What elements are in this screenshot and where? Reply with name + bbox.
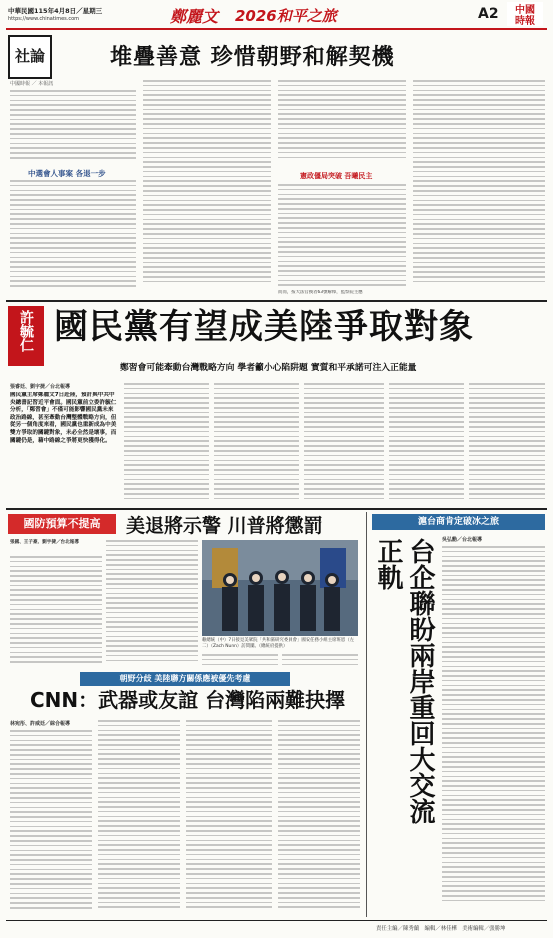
- crossstrait-banner: [372, 514, 545, 530]
- budget-col3-text: [202, 654, 278, 668]
- editorial-col1b-text: [10, 180, 136, 292]
- cnn-headline: CNN：武器或友誼 台灣陷兩難抉擇: [30, 688, 346, 712]
- commentary-badge: [8, 306, 44, 366]
- budget-col1-text: [10, 556, 102, 666]
- budget-col2-text: [106, 540, 198, 666]
- editorial-col2-text: [143, 80, 271, 290]
- cnn-banner-text: 朝野分歧 美陸聯方關係應被優先考慮: [119, 674, 251, 683]
- crossstrait-byline: 吳弘勳／台北報導: [442, 537, 483, 543]
- commentary-deck: 鄭習會可能牽動台灣戰略方向 學者籲小心陷阱題 實質和平承諾可注入正能量: [120, 363, 417, 373]
- editorial-byline: 中國時報 ／ 本報訊: [10, 81, 54, 87]
- column-title: 2026和平之旅: [235, 7, 337, 25]
- section-rule-1: [6, 300, 547, 302]
- footer-credits: 責任主編／陳秀蘭 編輯／林佳樺 美術編輯／張勝坤: [376, 926, 506, 932]
- masthead-date: 中華民國115年4月8日／星期三: [8, 7, 103, 15]
- masthead-url[interactable]: https://www.chinatimes.com: [8, 16, 80, 22]
- budget-caption: 賴總統（中）7日接見美眾院「共和黨研究委員會」國安任務小組主席班恩（左二）（Zach Nunn）訪問團。（總統府提供）: [202, 638, 355, 649]
- budget-byline: 張國、王子豪、劉宇捷／台北報導: [10, 540, 79, 545]
- editorial-col1-text: [10, 90, 136, 162]
- editorial-col4-text: [413, 80, 545, 290]
- commentary-col2-text: [124, 383, 209, 503]
- cnn-banner: [80, 672, 290, 686]
- crossstrait-headline-text: 台企聯盼兩岸重回大交流正軌: [373, 538, 435, 824]
- cnn-col1-text: [10, 730, 92, 915]
- editorial-subhead: 中選會人事案 各退一步: [28, 169, 106, 178]
- cnn-byline: 林宛彤、許威廷／綜合報導: [10, 721, 71, 727]
- photo-image: [202, 540, 358, 636]
- budget-photo: [202, 540, 358, 636]
- budget-banner: [8, 514, 116, 534]
- editorial-badge: [8, 35, 52, 79]
- commentary-badge-text: 許毓仁: [18, 310, 34, 352]
- editorial-signoff: 憲政僵局突破 吾曦民主: [300, 172, 373, 180]
- commentary-col4-text: [304, 383, 384, 503]
- editorial-badge-text: 社論: [14, 47, 45, 65]
- column-divider: [366, 512, 367, 917]
- editorial-end-note: 而而，按大法官換者63號解釋，監察院主應: [278, 290, 363, 295]
- section-rule-2: [6, 508, 547, 510]
- commentary-byline: 張睿廷、劉宇捷／台北報導: [10, 384, 71, 390]
- crossstrait-banner-text: 滬台商肯定破冰之旅: [417, 517, 499, 527]
- budget-headline: 美退將示警 川普將懲罰: [126, 515, 323, 537]
- svg-text:中國: 中國: [515, 5, 535, 16]
- commentary-col3-text: [214, 383, 299, 503]
- cnn-col2-text: [98, 720, 180, 915]
- page-number: A2: [478, 6, 499, 22]
- editorial-col3-text: [278, 80, 406, 164]
- logo-icon: [507, 2, 543, 26]
- footer-rule: [6, 920, 547, 921]
- commentary-col5-text: [389, 383, 464, 503]
- commentary-headline: 國民黨有望成美陸爭取對象: [54, 307, 474, 347]
- newspaper-logo: [507, 2, 543, 26]
- budget-col4-text: [282, 654, 358, 668]
- commentary-col6-text: [469, 383, 545, 503]
- editorial-col3b-text: [278, 184, 406, 290]
- cnn-col4-text: [278, 720, 360, 915]
- editorial-headline: 堆疊善意 珍惜朝野和解契機: [110, 45, 395, 70]
- crossstrait-text: [442, 546, 545, 916]
- crossstrait-vertical-headline: [372, 538, 436, 838]
- svg-text:時報: 時報: [515, 16, 535, 26]
- cnn-col3-text: [186, 720, 272, 915]
- commentary-lead: 國民黨主席鄭麗文7日赴陸，預計與中共中央總書記習近平會面。國民黨前立委許毓仁分析，「鄭習會」不僅可能影響國民黨未來政治路線，甚至牽動台灣整體戰略方向，但從另一個角度來看，國民黨也重新成為中美雙方爭取的關鍵對象，未必全然是壞事，而關鍵仍是，藉中路線之爭將更快獲得化。: [10, 392, 117, 444]
- budget-banner-text: 國防預算不提高: [23, 517, 101, 530]
- column-name: 鄭麗文: [170, 7, 219, 26]
- masthead-rule: [6, 28, 547, 30]
